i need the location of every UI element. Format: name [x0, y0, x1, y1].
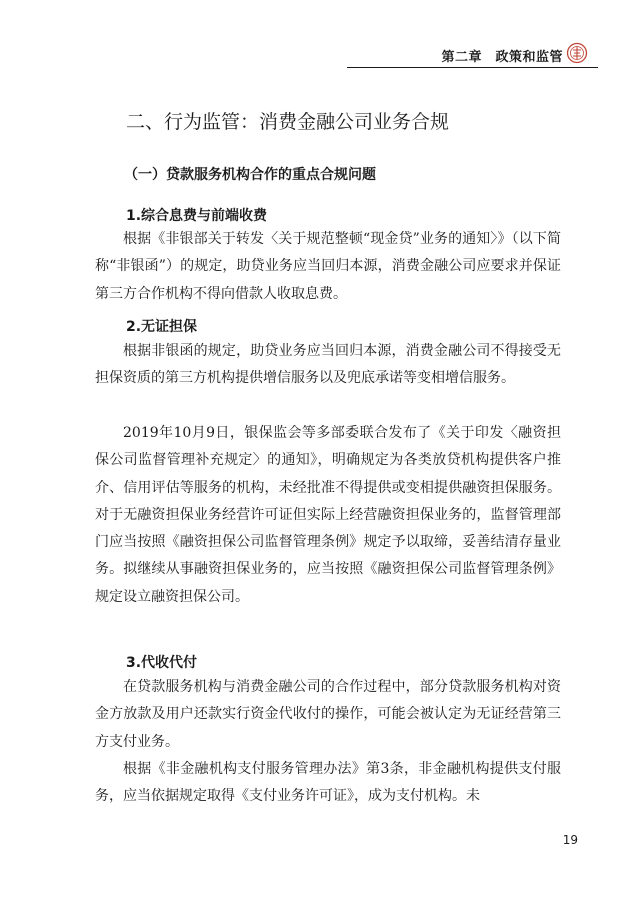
paragraph: 根据非银函的规定，助贷业务应当回归本源，消费金融公司不得接受无担保资质的第三方机构提供增信服务以及兜底承诺等变相增信服务。: [95, 343, 561, 387]
paragraph: 根据《非银部关于转发〈关于规范整顿“现金贷”业务的通知〉》（以下简称“非银函”）的规定，助贷业务应当回归本源，消费金融公司应要求并保证第三方合作机构不得向借款人收取息费。: [95, 231, 561, 302]
header-rule: [347, 67, 598, 68]
paragraph: 2019年10月9日，银保监会等多部委联合发布了《关于印发〈融资担保公司监督管理补充规定〉的通知》，明确规定为各类放贷机构提供客户推介、信用评估等服务的机构，未经批准不得提供或变相提供融资担保服务。对于无融资担保业务经营许可证但实际上经营融资担保业务的，监督管理部门应当按照《融资担保公司监督管理条例》规定予以取缔，妥善结清存量业务。拟继续从事融资担保业务的，应当按照《融资担保公司监督管理条例》规定设立融资担保公司。: [95, 425, 561, 605]
running-header: [0, 40, 638, 70]
page-number: 19: [562, 833, 578, 847]
subsection-title: （一）贷款服务机构合作的重点合规问题: [124, 167, 376, 183]
paragraph: 根据《非金融机构支付服务管理办法》第3条，非金融机构提供支付服务，应当依据规定取得《支付业务许可证》，成为支付机构。未: [95, 761, 561, 805]
section-title: 二、行为监管：消费金融公司业务合规: [126, 111, 450, 133]
heading-fees: 1.综合息费与前端收费: [126, 208, 268, 224]
heading-guarantee: 2.无证担保: [126, 319, 198, 335]
seal-logo-icon: [566, 42, 588, 64]
chapter-title: 第二章 政策和监管: [441, 50, 563, 65]
heading-payment: 3.代收代付: [126, 655, 198, 671]
paragraph: 在贷款服务机构与消费金融公司的合作过程中，部分贷款服务机构对资金方放款及用户还款实行资金代收付的操作，可能会被认定为无证经营第三方支付业务。: [95, 679, 561, 750]
